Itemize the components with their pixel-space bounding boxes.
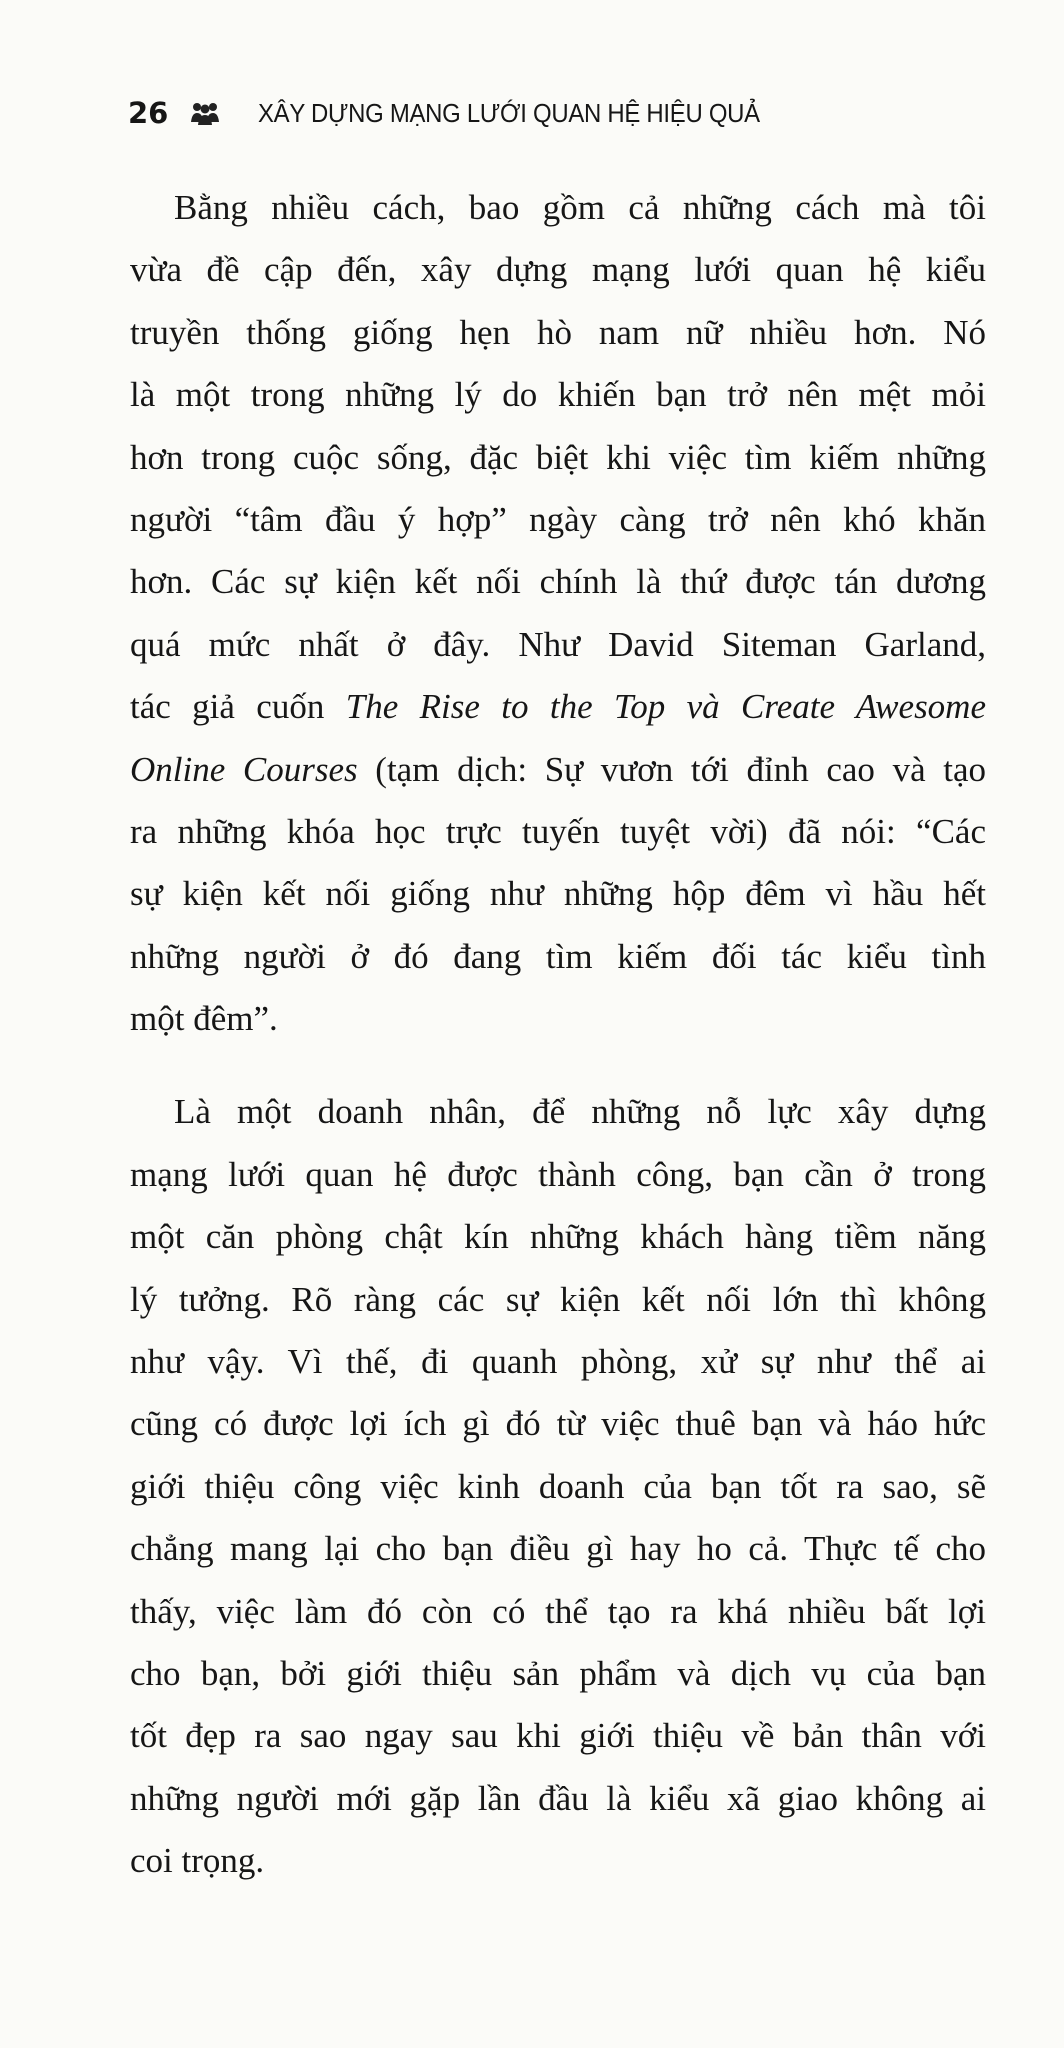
line-text: cho bạn, bởi giới thiệu sản phẩm và dịch vụ của bạn <box>130 1653 986 1693</box>
text-line <box>130 997 986 1059</box>
text-line <box>130 1590 986 1652</box>
line-text: người “tâm đầu ý hợp” ngày càng trở nên khó khăn <box>130 499 986 539</box>
text-line <box>130 1465 986 1527</box>
line-text: coi trọng. <box>130 1841 265 1881</box>
text-line <box>130 1278 986 1340</box>
text-line <box>130 1839 986 1901</box>
line-text: một đêm”. <box>130 999 278 1039</box>
text-line <box>130 436 986 498</box>
text-line <box>130 935 986 997</box>
text-line <box>130 1215 986 1277</box>
line-text: một căn phòng chật kín những khách hàng tiềm năng <box>130 1217 986 1257</box>
line-text: là một trong những lý do khiến bạn trở nên mệt mỏi <box>130 375 986 415</box>
line-text: mạng lưới quan hệ được thành công, bạn cần ở trong <box>130 1154 986 1194</box>
line-text: quá mức nhất ở đây. Như David Siteman Garland, <box>130 624 986 664</box>
text-line <box>130 748 986 810</box>
line-text: hơn. Các sự kiện kết nối chính là thứ được tán dương <box>130 562 986 602</box>
line-text: thấy, việc làm đó còn có thể tạo ra khá nhiều bất lợi <box>130 1591 986 1631</box>
text-line <box>130 1714 986 1776</box>
line-text: tốt đẹp ra sao ngay sau khi giới thiệu về bản thân với <box>130 1716 986 1756</box>
text-line <box>130 248 986 310</box>
line-text: cũng có được lợi ích gì đó từ việc thuê bạn và háo hức <box>130 1404 986 1444</box>
text-line <box>130 1153 986 1215</box>
text-line <box>130 373 986 435</box>
line-text: Là một doanh nhân, để những nỗ lực xây dựng <box>174 1092 986 1132</box>
page-body <box>130 186 986 1902</box>
italic-title: The Rise to the Top và Create Awesome <box>345 687 986 727</box>
running-header <box>128 96 803 130</box>
text-line <box>130 1652 986 1714</box>
text-line <box>130 810 986 872</box>
text-line <box>130 1402 986 1464</box>
line-text: lý tưởng. Rõ ràng các sự kiện kết nối lớn thì không <box>130 1279 986 1319</box>
line-text: những người ở đó đang tìm kiếm đối tác kiểu tình <box>130 936 986 976</box>
line-text: tác giả cuốn <box>130 687 346 727</box>
text-line <box>130 186 986 248</box>
paragraph <box>130 186 986 1059</box>
people-group-icon <box>190 100 220 126</box>
text-line <box>130 685 986 747</box>
line-text: sự kiện kết nối giống như những hộp đêm vì hầu hết <box>130 874 986 914</box>
text-line <box>130 623 986 685</box>
line-text: (tạm dịch: Sự vươn tới đỉnh cao và tạo <box>357 749 987 789</box>
text-line <box>130 1777 986 1839</box>
line-text: như vậy. Vì thế, đi quanh phòng, xử sự như thể ai <box>130 1342 986 1382</box>
line-text: hơn trong cuộc sống, đặc biệt khi việc tìm kiếm những <box>130 437 986 477</box>
page-number: 26 <box>128 96 169 130</box>
text-line <box>130 1527 986 1589</box>
italic-title: Online Courses <box>130 749 358 789</box>
paragraph <box>130 1090 986 1901</box>
text-line <box>130 311 986 373</box>
line-text: giới thiệu công việc kinh doanh của bạn tốt ra sao, sẽ <box>130 1466 986 1506</box>
text-line <box>130 1090 986 1152</box>
text-line <box>130 1340 986 1402</box>
text-line <box>130 498 986 560</box>
text-line <box>130 560 986 622</box>
line-text: truyền thống giống hẹn hò nam nữ nhiều hơn. Nó <box>130 312 986 352</box>
line-text: Bằng nhiều cách, bao gồm cả những cách mà tôi <box>174 188 986 227</box>
line-text: những người mới gặp lần đầu là kiểu xã giao không ai <box>130 1778 986 1818</box>
chapter-title: XÂY DỰNG MẠNG LƯỚI QUAN HỆ HIỆU QUẢ <box>258 97 760 128</box>
line-text: vừa đề cập đến, xây dựng mạng lưới quan hệ kiểu <box>130 250 986 290</box>
text-line <box>130 872 986 934</box>
line-text: ra những khóa học trực tuyến tuyệt vời) đã nói: “Các <box>130 811 986 851</box>
line-text: chẳng mang lại cho bạn điều gì hay ho cả. Thực tế cho <box>130 1529 986 1569</box>
